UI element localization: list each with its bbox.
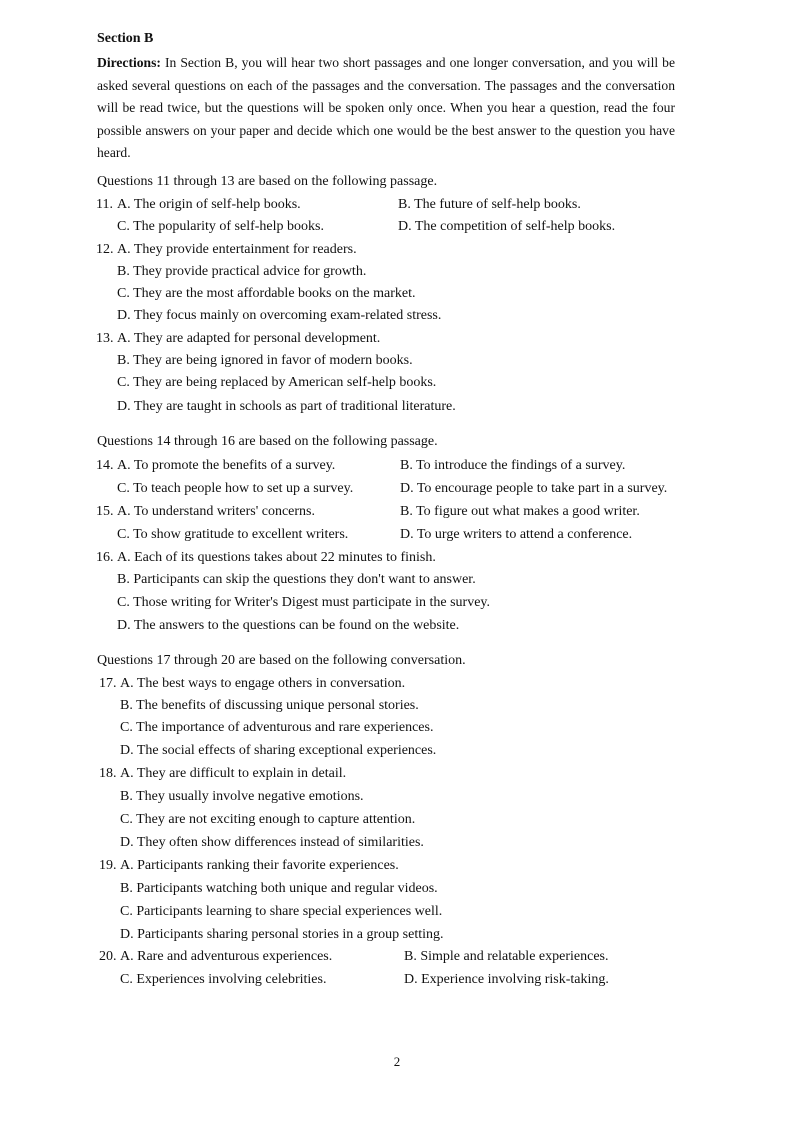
option: C. Experiences involving celebrities.	[120, 972, 327, 987]
question-number: 15.	[96, 504, 114, 519]
option: B. The future of self-help books.	[398, 197, 581, 212]
directions-paragraph	[97, 52, 675, 165]
option: D. To urge writers to attend a conference.	[400, 527, 633, 542]
question-number: 18.	[99, 766, 117, 781]
question-number: 12.	[96, 242, 114, 257]
option: C. The importance of adventurous and rare experiences.	[120, 720, 434, 735]
option: D. To encourage people to take part in a survey.	[400, 481, 668, 496]
option: A. They provide entertainment for readers.	[117, 242, 357, 257]
option: B. They provide practical advice for growth.	[117, 264, 367, 279]
question-number: 14.	[96, 458, 114, 473]
question-number: 13.	[96, 331, 114, 346]
option: C. They are not exciting enough to capture attention.	[120, 812, 416, 827]
option: A. They are adapted for personal development.	[117, 331, 381, 346]
option: D. They often show differences instead of similarities.	[120, 835, 424, 850]
option: B. They are being ignored in favor of modern books.	[117, 353, 413, 368]
option: C. Those writing for Writer's Digest must participate in the survey.	[117, 595, 491, 610]
option: A. Each of its questions takes about 22 minutes to finish.	[117, 550, 436, 565]
page-number: 2	[393, 1054, 401, 1069]
section-title: Section B	[97, 31, 154, 46]
option: D. The competition of self-help books.	[398, 219, 616, 234]
option: D. They focus mainly on overcoming exam-related stress.	[117, 308, 442, 323]
question-number: 11.	[96, 197, 113, 212]
group-intro: Questions 17 through 20 are based on the following conversation.	[97, 653, 466, 668]
option: A. Rare and adventurous experiences.	[120, 949, 333, 964]
option: A. Participants ranking their favorite experiences.	[120, 858, 399, 873]
question-number: 20.	[99, 949, 117, 964]
option: C. To teach people how to set up a survey.	[117, 481, 354, 496]
option: D. They are taught in schools as part of traditional literature.	[117, 399, 456, 414]
option: B. They usually involve negative emotions.	[120, 789, 364, 804]
option: B. To introduce the findings of a survey.	[400, 458, 626, 473]
option: B. Simple and relatable experiences.	[404, 949, 609, 964]
question-number: 19.	[99, 858, 117, 873]
option: C. To show gratitude to excellent writers.	[117, 527, 349, 542]
option: B. Participants watching both unique and regular videos.	[120, 881, 438, 896]
question-number: 16.	[96, 550, 114, 565]
option: C. The popularity of self-help books.	[117, 219, 324, 234]
question-number: 17.	[99, 676, 117, 691]
option: D. The social effects of sharing exceptional experiences.	[120, 743, 437, 758]
option: A. To understand writers' concerns.	[117, 504, 316, 519]
option: D. The answers to the questions can be found on the website.	[117, 618, 460, 633]
option: B. To figure out what makes a good writer.	[400, 504, 640, 519]
directions-label: Directions:	[97, 55, 161, 70]
option: B. The benefits of discussing unique personal stories.	[120, 698, 419, 713]
option: C. Participants learning to share special experiences well.	[120, 904, 443, 919]
option: B. Participants can skip the questions they don't want to answer.	[117, 572, 476, 587]
option: D. Experience involving risk-taking.	[404, 972, 609, 987]
option: A. To promote the benefits of a survey.	[117, 458, 336, 473]
option: C. They are the most affordable books on the market.	[117, 286, 416, 301]
group-intro: Questions 11 through 13 are based on the following passage.	[97, 174, 438, 189]
option: D. Participants sharing personal stories in a group setting.	[120, 927, 444, 942]
option: A. The origin of self-help books.	[117, 197, 301, 212]
option: A. They are difficult to explain in detail.	[120, 766, 347, 781]
group-intro: Questions 14 through 16 are based on the following passage.	[97, 434, 438, 449]
option: A. The best ways to engage others in conversation.	[120, 676, 406, 691]
directions-text: In Section B, you will hear two short passages and one longer conversation, and you will be asked several questions on each of the passages and the conversation. The passages and the conversation will be read twice, but the questions will be spoken only once. When you hear a question, read the four possible answers on your paper and decide which one would be the best answer to the question you have heard.	[97, 55, 675, 160]
option: C. They are being replaced by American self-help books.	[117, 375, 437, 390]
